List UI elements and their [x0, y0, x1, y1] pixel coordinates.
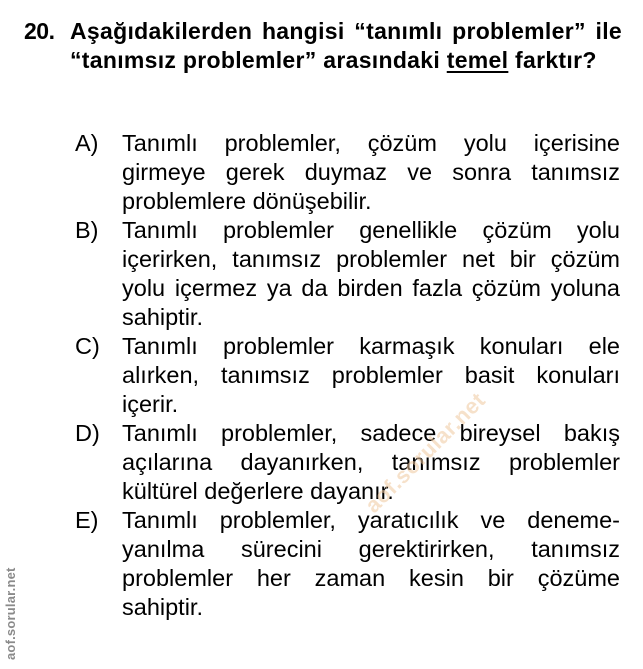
option-text: Tanımlı problemler karmaşık konuları ele alırken, tanımsız problemler basit konuları içerir. — [122, 333, 620, 417]
option-label: B) — [75, 217, 99, 243]
option-text: Tanımlı problemler, çözüm yolu içerisine girmeye gerek duymaz ve sonra tanımsız problemlere dönüşebilir. — [122, 130, 620, 214]
question-block — [24, 17, 622, 74]
question-text-end: farktır? — [508, 46, 597, 73]
option-text: Tanımlı problemler genellikle çözüm yolu içerirken, tanımsız problemler net bir çözüm yolu içermez ya da birden fazla çözüm yoluna sahiptir. — [122, 217, 620, 330]
option-label: A) — [75, 130, 99, 156]
option-c[interactable] — [75, 332, 620, 419]
option-label: E) — [75, 507, 99, 533]
option-e[interactable] — [75, 506, 620, 622]
option-b[interactable] — [75, 216, 620, 332]
option-a[interactable] — [75, 129, 620, 216]
side-watermark: aof.sorular.net — [3, 567, 18, 660]
option-text: Tanımlı problemler, sadece bireysel bakış açılarına dayanırken, tanımsız problemler kültürel değerlere dayanır. — [122, 420, 620, 504]
option-label: D) — [75, 420, 100, 446]
answer-options — [75, 129, 620, 622]
option-d[interactable] — [75, 419, 620, 506]
question-text-main: Aşağıdakilerden hangisi “tanımlı problemler” ile “tanımsız problemler” arasındaki — [70, 18, 622, 73]
option-text: Tanımlı problemler, yaratıcılık ve deneme-yanılma sürecini gerektirirken, tanımsız problemler her zaman kesin bir çözüme sahiptir. — [122, 507, 620, 620]
diagonal-watermark: aof.sorular.net — [360, 387, 491, 518]
question-number: 20. — [24, 18, 55, 44]
question-text — [70, 17, 622, 74]
question-emphasis: temel — [446, 46, 509, 73]
option-label: C) — [75, 333, 100, 359]
